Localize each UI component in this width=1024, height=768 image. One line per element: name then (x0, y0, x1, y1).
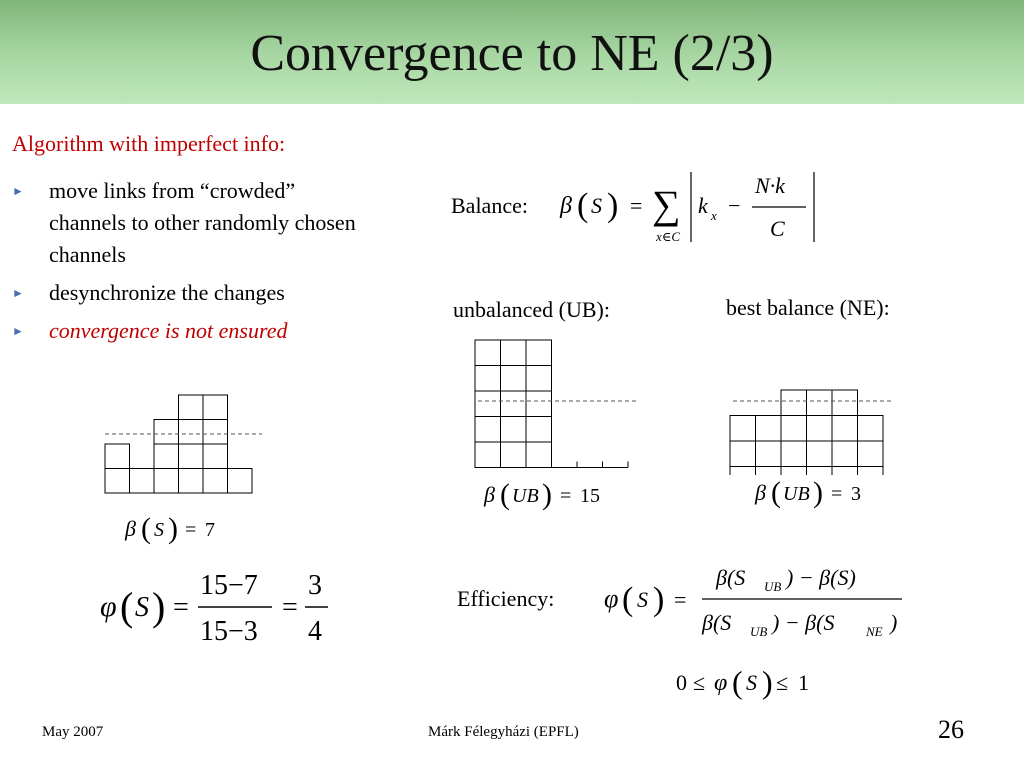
balance-numerator: N·k (755, 173, 785, 198)
link-cell (475, 391, 501, 417)
link-cell (501, 366, 527, 392)
footer-date: May 2007 (42, 724, 104, 740)
link-cell (756, 416, 782, 442)
k-symbol: k (698, 193, 708, 218)
bound-le: ≤ (693, 670, 706, 695)
sum-subscript: x∈C (656, 229, 681, 244)
bound-one: 1 (798, 670, 809, 695)
link-cell (130, 469, 155, 494)
bound-zero: 0 (676, 670, 687, 695)
bullet-text: convergence is not ensured (49, 318, 288, 343)
algorithm-heading: Algorithm with imperfect info: (12, 131, 286, 156)
phi-symbol: φ (714, 670, 728, 696)
bullet-item (12, 315, 372, 347)
footer-author: Márk Félegyházi (EPFL) (428, 724, 579, 740)
paren-open: ( (141, 512, 151, 545)
link-cell (203, 395, 228, 420)
link-cell (105, 469, 130, 494)
slide-title: Convergence to NE (2/3) (250, 25, 774, 82)
eff-denominator-start: β(S (702, 610, 732, 635)
eff-numerator-rest: ) − β(S) (786, 565, 856, 590)
link-cell (858, 441, 884, 467)
paren-close: ) (653, 581, 665, 618)
link-cell (526, 417, 552, 443)
link-cell (807, 416, 833, 442)
link-cell (105, 444, 130, 469)
link-cell (526, 340, 552, 366)
unbalanced-label: unbalanced (UB): (453, 297, 610, 322)
eff-denominator-subscript-2: NE (866, 624, 883, 639)
eff-denominator-subscript: UB (750, 624, 768, 639)
equals: = (282, 592, 298, 623)
paren-open: ( (120, 584, 134, 629)
bullet-text: desynchronize the changes (49, 280, 285, 305)
paren-open: ( (577, 187, 589, 224)
eff-denominator-mid: ) − β(S (772, 610, 835, 635)
s-symbol: S (154, 519, 164, 541)
paren-close: ) (152, 584, 166, 629)
link-cell (475, 417, 501, 443)
link-cell (807, 441, 833, 467)
link-cell (475, 340, 501, 366)
beta-value: 7 (205, 519, 215, 541)
ub-symbol: UB (783, 483, 810, 505)
balance-formula (560, 166, 830, 246)
eff-denominator-end: ) (890, 610, 898, 635)
equals: = (185, 519, 197, 541)
bullet-item (12, 175, 372, 271)
link-cell (475, 442, 501, 468)
link-cell (179, 469, 204, 494)
link-cell (730, 467, 756, 476)
ub-beta-value: 15 (580, 485, 600, 507)
link-cell (179, 395, 204, 420)
link-cell (501, 417, 527, 443)
link-cell (203, 420, 228, 445)
link-cell (781, 390, 807, 416)
link-cell (475, 366, 501, 392)
ne-beta-value: 3 (851, 483, 861, 505)
link-cell (526, 366, 552, 392)
best-balance-label: best balance (NE): (726, 295, 890, 320)
phi-denominator: 15−3 (200, 616, 258, 647)
link-cell (730, 441, 756, 467)
beta-symbol: β (560, 193, 572, 219)
equals: = (173, 592, 189, 623)
efficiency-label: Efficiency: (457, 586, 555, 611)
example-phi-formula (100, 568, 340, 653)
link-cell (179, 444, 204, 469)
s-symbol: S (746, 670, 757, 695)
paren-open: ( (500, 478, 510, 511)
bullet-list (12, 175, 372, 353)
paren-close: ) (813, 476, 823, 509)
phi-numerator: 15−7 (200, 570, 258, 601)
bullet-arrow-icon: ► (12, 286, 24, 300)
page-number: 26 (938, 715, 964, 744)
beta-symbol: β (755, 480, 766, 505)
link-cell (832, 441, 858, 467)
k-subscript: x (711, 208, 717, 223)
bullet-item (12, 277, 372, 309)
eff-numerator-start: β(S (716, 565, 746, 590)
unbalanced-channel-grid (470, 335, 645, 475)
link-cell (501, 442, 527, 468)
link-cell (501, 391, 527, 417)
phi-symbol: φ (100, 590, 117, 623)
link-cell (154, 469, 179, 494)
paren-close: ) (168, 512, 178, 545)
paren-open: ( (732, 664, 743, 700)
equals: = (831, 483, 843, 505)
paren-close: ) (542, 478, 552, 511)
link-cell (203, 444, 228, 469)
ub-symbol: UB (512, 485, 539, 507)
unbalanced-beta-formula (484, 476, 624, 512)
beta-symbol: β (125, 516, 136, 541)
bullet-arrow-icon: ► (12, 324, 24, 338)
best-balance-channel-grid (725, 385, 900, 475)
paren-open: ( (771, 476, 781, 509)
s-symbol: S (135, 592, 149, 623)
s-symbol: S (637, 587, 648, 612)
link-cell (781, 441, 807, 467)
link-cell (832, 390, 858, 416)
example-beta-formula (125, 510, 235, 546)
equals: = (560, 485, 572, 507)
link-cell (501, 340, 527, 366)
link-cell (526, 442, 552, 468)
best-balance-beta-formula (755, 474, 895, 510)
bound-le: ≤ (776, 670, 789, 695)
equals: = (630, 193, 643, 218)
bullet-text: move links from “crowded” channels to other randomly chosen channels (49, 178, 356, 267)
link-cell (756, 441, 782, 467)
beta-symbol: β (484, 482, 495, 507)
minus: − (728, 193, 741, 218)
link-cell (179, 420, 204, 445)
bullet-arrow-icon: ► (12, 184, 24, 198)
paren-open: ( (622, 581, 634, 618)
link-cell (781, 416, 807, 442)
paren-close: ) (762, 664, 773, 700)
example-channel-grid (100, 390, 270, 505)
eff-numerator-subscript: UB (764, 579, 782, 594)
efficiency-formula (604, 560, 914, 645)
s-symbol: S (591, 193, 602, 218)
link-cell (203, 469, 228, 494)
link-cell (154, 444, 179, 469)
paren-close: ) (607, 187, 619, 224)
phi-denominator-2: 4 (308, 616, 322, 647)
link-cell (526, 391, 552, 417)
sum-symbol: ∑ (652, 182, 681, 227)
link-cell (858, 416, 884, 442)
balance-label: Balance: (451, 193, 528, 218)
link-cell (832, 416, 858, 442)
phi-symbol: φ (604, 584, 619, 613)
link-cell (228, 469, 253, 494)
link-cell (730, 416, 756, 442)
efficiency-bounds (676, 662, 836, 702)
phi-numerator-2: 3 (308, 570, 322, 601)
equals: = (674, 587, 687, 612)
link-cell (807, 390, 833, 416)
link-cell (154, 420, 179, 445)
balance-denominator: C (770, 216, 785, 241)
